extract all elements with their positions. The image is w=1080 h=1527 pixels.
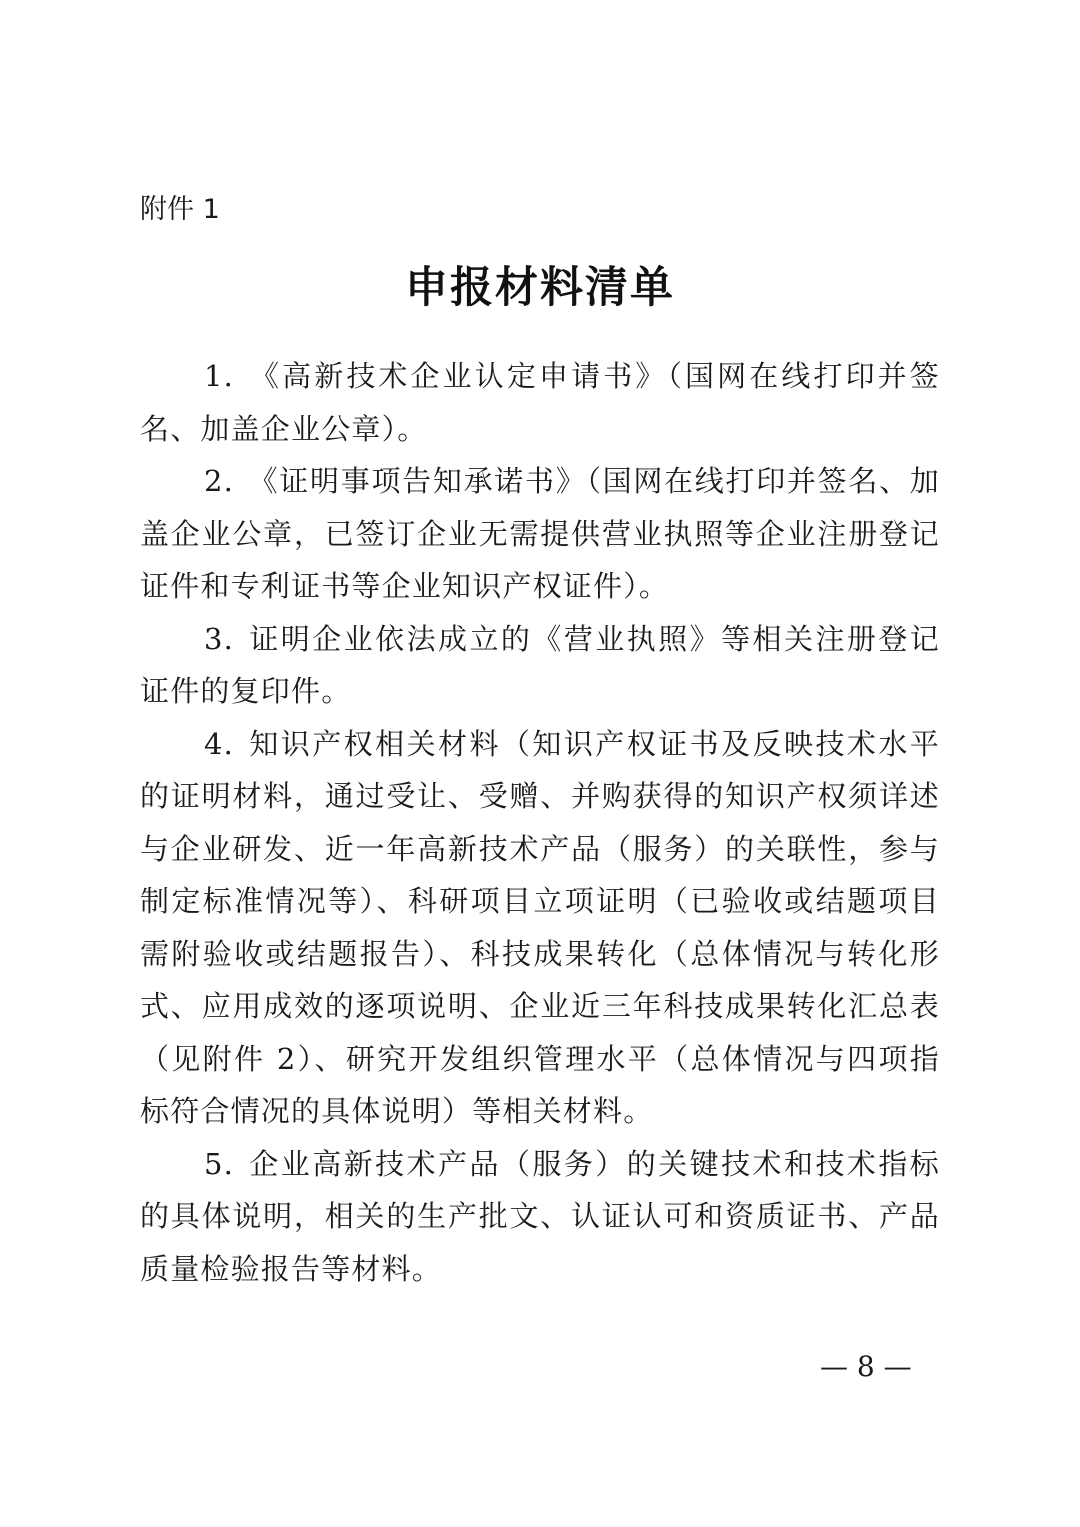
item-text: 《高新技术企业认定申请书》（国网在线打印并签名、加盖企业公章）。 <box>140 359 940 446</box>
list-item <box>140 718 940 1138</box>
list-item <box>140 613 940 718</box>
attachment-label: 附件 1 <box>140 194 220 225</box>
document-body <box>140 350 940 1295</box>
page-title: 申报材料清单 <box>405 263 675 313</box>
item-text: 《证明事项告知承诺书》（国网在线打印并签名、加盖企业公章，已签订企业无需提供营业执照等企业注册登记证件和专利证书等企业知识产权证件）。 <box>140 464 940 603</box>
item-text: 企业高新技术产品（服务）的关键技术和技术指标的具体说明，相关的生产批文、认证认可和资质证书、产品质量检验报告等材料。 <box>140 1146 940 1286</box>
item-number: 2. <box>204 464 235 498</box>
list-item <box>140 350 940 455</box>
page-number: — 8 — <box>820 1350 912 1383</box>
item-text: 证明企业依法成立的《营业执照》等相关注册登记证件的复印件。 <box>140 621 940 708</box>
item-number: 3. <box>204 621 235 656</box>
item-text: 知识产权相关材料（知识产权证书及反映技术水平的证明材料，通过受让、受赠、并购获得的知识产权须详述与企业研发、近一年高新技术产品（服务）的关联性，参与制定标准情况等）、科研项目立项证明（已验收或结题项目需附验收或结题报告）、科技成果转化（总体情况与转化形式、应用成效的逐项说明、企业近三年科技成果转化汇总表（见附件 2）、研究开发组织管理水平（总体情况与四项指标符合情况的具体说明）等相关材料。 <box>140 726 940 1128</box>
list-item <box>140 1138 940 1296</box>
item-number: 4. <box>204 726 235 761</box>
item-number: 1. <box>204 359 235 393</box>
list-item <box>140 455 940 613</box>
item-number: 5. <box>204 1146 235 1181</box>
